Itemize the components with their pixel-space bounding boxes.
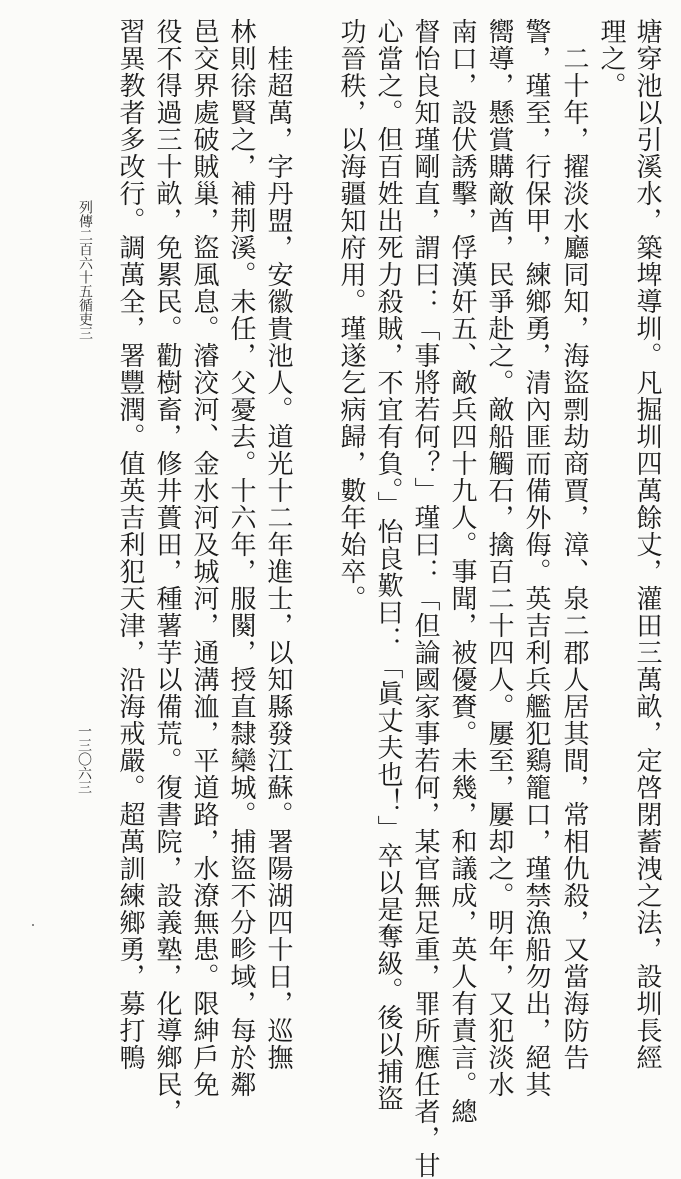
section-label: 循吏三 [77, 298, 93, 340]
page-number: 一三〇六三 [76, 724, 92, 794]
print-speck [32, 924, 34, 926]
text-column: 二十年，擢淡水廳同知，海盜剽劫商賈，漳、泉二郡人居其間，常相仇殺，又當海防告 [559, 18, 589, 1071]
text-column: 警，瑾至，行保甲，練鄉勇，清內匪而備外侮。英吉利兵艦犯鷄籠口，瑾禁漁船勿出，絕其 [521, 18, 551, 1098]
text-column: 役不得過三十畝，免累民。勸樹畜，修井蕢田，種薯芋以備荒。復書院，設義塾，化導鄉民， [152, 18, 182, 1125]
text-column: 塘穿池以引溪水，築埤導圳。凡掘圳四萬餘丈，灌田三萬畝，定啓閉蓄洩之法，設圳長經 [632, 18, 662, 1071]
text-column: 南口，設伏誘擊，俘漢奸五、敵兵四十九人。事聞，被優賚。未幾，和議成，英人有責言。總 [447, 18, 477, 1125]
chapter-label: 列傳二百六十五 [77, 200, 93, 298]
text-column: 心當之。但百姓出死力殺賊，不宜有負。」怡良歎曰：「眞丈夫也！」卒以是奪級。後以捕盜 [373, 18, 403, 1112]
text-column: 林則徐賢之，補荆溪。未任，父憂去。十六年，服闋，授直隸欒城。捕盜不分畛域，每於鄰 [226, 18, 256, 1098]
text-column: 邑交界處破賊巢，盜風息。濬洨河、金水河及城河，通溝洫，平道路，水潦無患。限紳戶免 [189, 18, 219, 1098]
text-column: 桂超萬，字丹盟，安徽貴池人。道光十二年進士，以知縣發江蘇。署陽湖四十日，巡撫 [263, 18, 293, 1071]
text-column: 督怡良知瑾剛直，謂曰：「事將若何？」瑾曰：「但論國家事若何，某官無足重，罪所應任者，甘 [410, 18, 440, 1179]
text-column: 理之。 [596, 18, 626, 99]
text-column: 嚮導，懸賞購敵酋，民爭赴之。敵船觸石，擒百二十四人。屢至，屢却之。明年，又犯淡水 [484, 18, 514, 1098]
text-column: 習異教者多改行。調萬全，署豐潤。值英吉利犯天津，沿海戒嚴。超萬訓練鄉勇，募打鴨 [115, 18, 145, 1071]
running-head [76, 200, 94, 340]
text-column: 功晉秩，以海疆知府用。瑾遂乞病歸，數年始卒。 [336, 18, 366, 612]
